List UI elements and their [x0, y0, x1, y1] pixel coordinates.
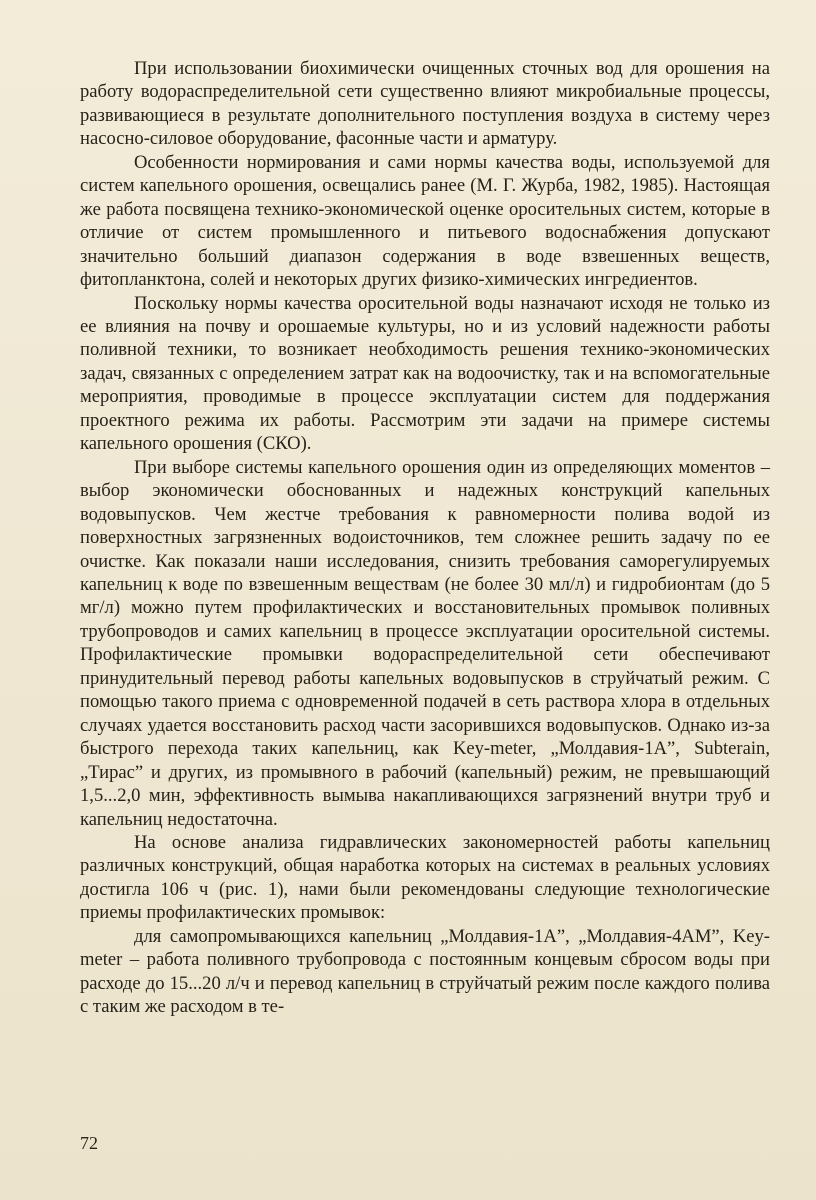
- paragraph-3: Поскольку нормы качества оросительной воды назначают исходя не только из ее влияния на почву и орошаемые культуры, но и из условий надежности работы поливной техники, то возникает необходимость решения технико-экономических задач, связанных с определением затрат как на водоочистку, так и на вспомогательные мероприятия, проводимые в процессе эксплуатации систем для поддержания проектного режима их работы. Рассмотрим эти задачи на примере системы капельного орошения (СКО).: [80, 292, 770, 455]
- page-number: 72: [80, 1133, 98, 1153]
- body-text: [80, 57, 770, 1019]
- paragraph-4: При выборе системы капельного орошения один из определяющих моментов – выбор экономически обоснованных и надежных конструкций капельных водовыпусков. Чем жестче требования к равномерности полива водой из поверхностных загрязненных водоисточников, тем сложнее решить задачу по ее очистке. Как показали наши исследования, снизить требования саморегулируемых капельниц к воде по взвешенным веществам (не более 30 мл/л) и гидробионтам (до 5 мг/л) можно путем профилактических и восстановительных промывок поливных трубопроводов и самих капельниц в процессе эксплуатации оросительной системы. Профилактические промывки водораспределительной сети обеспечивают принудительный перевод работы капельных водовыпусков в струйчатый режим. С помощью такого приема с одновременной подачей в сеть раствора хлора в отдельных случаях удается восстановить расход части засорившихся водовыпусков. Однако из-за быстрого перехода таких капельниц, как Key-meter, „Молдавия-1А”, Subterain, „Тирас” и других, из промывного в рабочий (капельный) режим, не превышающий 1,5...2,0 мин, эффективность вымыва накапливающихся загрязнений внутри труб и капельниц недостаточна.: [80, 456, 770, 830]
- paragraph-2: Особенности нормирования и сами нормы качества воды, используемой для систем капельного орошения, освещались ранее (М. Г. Журба, 1982, 1985). Настоящая же работа посвящена технико-экономической оценке оросительных систем, которые в отличие от систем промышленного и питьевого водоснабжения допускают значительно больший диапазон содержания в воде взвешенных веществ, фитопланктона, солей и некоторых других физико-химических ингредиентов.: [80, 151, 770, 291]
- paragraph-5: На основе анализа гидравлических закономерностей работы капельниц различных конструкций, общая наработка которых на системах в реальных условиях достигла 106 ч (рис. 1), нами были рекомендованы следующие технологические приемы профилактических промывок:: [80, 831, 770, 924]
- paragraph-6: для самопромывающихся капельниц „Молдавия-1А”, „Молдавия-4АМ”, Key-meter – работа поливного трубопровода с постоянным концевым сбросом воды при расходе до 15...20 л/ч и перевод капельниц в струйчатый режим после каждого полива с таким же расходом в те-: [80, 925, 770, 1018]
- paragraph-1: При использовании биохимически очищенных сточных вод для орошения на работу водораспределительной сети существенно влияют микробиальные процессы, развивающиеся в результате дополнительного поступления воздуха в систему через насосно-силовое оборудование, фасонные части и арматуру.: [80, 58, 770, 150]
